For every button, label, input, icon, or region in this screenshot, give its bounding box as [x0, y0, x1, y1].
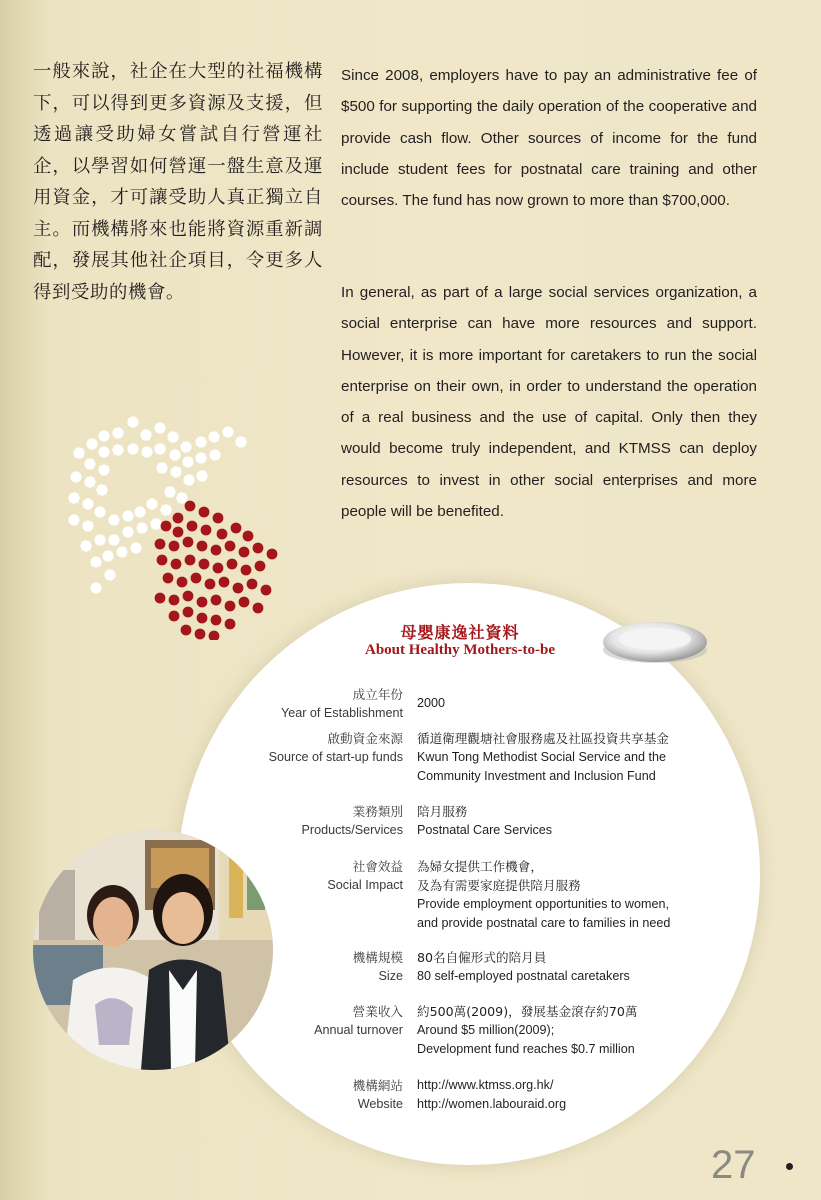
decorative-dot: [182, 456, 193, 467]
decorative-dot: [181, 625, 192, 636]
decorative-dot: [98, 464, 109, 475]
decorative-dot: [98, 446, 109, 457]
decorative-dot: [154, 443, 165, 454]
decorative-dot: [167, 431, 178, 442]
label-chinese: 機構網站: [352, 1078, 403, 1093]
decorative-dot: [253, 543, 264, 554]
value-line: 及為有需要家庭提供陪月服務: [417, 878, 581, 893]
info-value: [417, 729, 737, 786]
decorative-dot: [205, 579, 216, 590]
decorative-dot: [239, 597, 250, 608]
decorative-dot: [199, 507, 210, 518]
decorative-dot: [68, 492, 79, 503]
value-line: Postnatal Care Services: [417, 823, 553, 837]
decorative-dot: [112, 444, 123, 455]
page-number-dot: [786, 1163, 793, 1170]
value-line: Provide employment opportunities to women,: [417, 897, 670, 911]
decorative-dot: [191, 573, 202, 584]
value-line: Community Investment and Inclusion Fund: [417, 769, 656, 783]
decorative-dot: [247, 579, 258, 590]
decorative-dot: [161, 521, 172, 532]
decorative-dot: [98, 430, 109, 441]
label-english: Products/Services: [301, 823, 403, 837]
decorative-dot: [136, 522, 147, 533]
decorative-dot: [183, 591, 194, 602]
info-value: [417, 1002, 737, 1059]
decorative-dot: [94, 506, 105, 517]
decorative-dot: [177, 577, 188, 588]
label-chinese: 機構規模: [352, 950, 403, 965]
decorative-dot: [233, 583, 244, 594]
decorative-dot: [84, 476, 95, 487]
info-label: [220, 729, 403, 767]
decorative-dot: [209, 449, 220, 460]
decorative-dot: [227, 559, 238, 570]
decorative-dot: [140, 429, 151, 440]
decorative-dot: [208, 431, 219, 442]
decorative-dot: [197, 613, 208, 624]
decorative-dot: [225, 541, 236, 552]
label-chinese: 社會效益: [352, 859, 403, 874]
label-english: Source of start-up funds: [268, 750, 403, 764]
label-english: Size: [378, 969, 403, 983]
decorative-dot: [185, 501, 196, 512]
decorative-dot: [108, 514, 119, 525]
label-english: Annual turnover: [314, 1023, 403, 1037]
decorative-dot: [185, 555, 196, 566]
decorative-dot: [195, 452, 206, 463]
decorative-dot: [253, 603, 264, 614]
decorative-dot: [122, 510, 133, 521]
decorative-dot: [211, 595, 222, 606]
decorative-dot: [261, 585, 272, 596]
decorative-dot: [187, 521, 198, 532]
decorative-dot: [156, 462, 167, 473]
decorative-dot: [173, 513, 184, 524]
decorative-dot: [141, 446, 152, 457]
decorative-dot: [195, 436, 206, 447]
website-link[interactable]: http://women.labouraid.org: [417, 1097, 567, 1111]
website-link[interactable]: http://www.ktmss.org.hk/: [417, 1078, 554, 1092]
decorative-dot: [225, 619, 236, 630]
decorative-dot: [80, 540, 91, 551]
decorative-dot: [82, 498, 93, 509]
decorative-dot: [104, 569, 115, 580]
decorative-dot: [154, 422, 165, 433]
label-chinese: 業務類別: [352, 804, 403, 819]
info-value: [417, 802, 737, 840]
decorative-dot: [217, 529, 228, 540]
decorative-dot: [213, 563, 224, 574]
info-label: [220, 802, 403, 840]
decorative-dot: [122, 526, 133, 537]
decorative-dot: [219, 577, 230, 588]
decorative-dot: [211, 545, 222, 556]
value-line: Kwun Tong Methodist Social Service and the: [417, 750, 666, 764]
value-line: 循道衛理觀塘社會服務處及社區投資共享基金: [417, 731, 669, 746]
decorative-dot: [183, 607, 194, 618]
decorative-dot: [112, 427, 123, 438]
info-value: [417, 694, 737, 713]
value-line: 80 self-employed postnatal caretakers: [417, 969, 630, 983]
info-value: [417, 857, 737, 933]
decorative-dot: [169, 595, 180, 606]
photo-illustration: [33, 830, 273, 1070]
label-english: Year of Establishment: [280, 706, 403, 720]
decorative-dot: [173, 527, 184, 538]
decorative-dot: [222, 426, 233, 437]
value-line: 80名自僱形式的陪月員: [417, 950, 547, 965]
decorative-dot: [155, 539, 166, 550]
value-line: and provide postnatal care to families in need: [417, 916, 671, 930]
decorative-dot: [180, 441, 191, 452]
decorative-dot: [169, 449, 180, 460]
info-title-english: About Healthy Mothers-to-be: [365, 642, 555, 658]
decorative-dot: [94, 534, 105, 545]
decorative-dot: [73, 447, 84, 458]
decorative-dot: [235, 436, 246, 447]
page-number: 27: [711, 1143, 756, 1187]
decorative-dot: [197, 597, 208, 608]
info-value: [417, 948, 737, 986]
decorative-dot: [108, 534, 119, 545]
english-paragraph-1: Since 2008, employers have to pay an administrative fee of $500 for supporting the daily operation of the cooperative and provide cash flow. Other sources of income for the fund include student fees for postnatal care training and other courses. The fund has now grown to more than $700,000.: [341, 67, 757, 210]
decorative-dot: [169, 611, 180, 622]
decorative-dot-pattern: [0, 400, 300, 640]
decorative-dot: [82, 520, 93, 531]
label-english: Social Impact: [327, 878, 403, 892]
decorative-dot: [225, 601, 236, 612]
info-label: [220, 1076, 403, 1114]
decorative-dot: [267, 549, 278, 560]
decorative-dot: [163, 573, 174, 584]
value-line: 陪月服務: [417, 804, 468, 819]
decorative-dot: [183, 537, 194, 548]
label-english: Website: [357, 1097, 403, 1111]
chinese-paragraph: 一般來說，社企在大型的社福機構下，可以得到更多資源及支援，但透過讓受助婦女嘗試自行營運社企，以學習如何營運一盤生意及運用資金，才可讓受助人真正獨立自主。而機構將來也能將資源重新調配，發展其他社企項目，令更多人得到受助的機會。: [33, 61, 323, 303]
label-chinese: 成立年份: [352, 687, 403, 702]
decorative-dot: [241, 565, 252, 576]
english-paragraph-2: In general, as part of a large social services organization, a social enterprise can have more resources and support. However, it is more important for caretakers to run the social enterprise on their own, in order to understand the operation of a real business and the use of capital. Only then they would become truly independent, and KTMSS can deploy resources to invest in other social enterprises and more people will be benefited.: [341, 284, 757, 521]
decorative-dot: [130, 542, 141, 553]
decorative-dot: [255, 561, 266, 572]
decorative-dot: [68, 514, 79, 525]
info-title-chinese: 母嬰康逸社資料: [400, 623, 520, 642]
decorative-dot: [199, 559, 210, 570]
decorative-dot: [146, 498, 157, 509]
decorative-dot: [197, 541, 208, 552]
decorative-dot: [127, 443, 138, 454]
decorative-dot: [164, 486, 175, 497]
info-value: [417, 1076, 737, 1114]
decorative-dot: [213, 513, 224, 524]
decorative-dot: [243, 531, 254, 542]
decorative-dot: [171, 559, 182, 570]
info-label: [220, 685, 403, 723]
plate-illustration: [600, 614, 710, 668]
value-line: 為婦女提供工作機會，: [417, 859, 543, 874]
decorative-dot: [169, 541, 180, 552]
decorative-dot: [183, 474, 194, 485]
decorative-dot: [157, 555, 168, 566]
staff-photo: [33, 830, 273, 1070]
decorative-dot: [155, 593, 166, 604]
decorative-dot: [160, 504, 171, 515]
decorative-dot: [195, 629, 206, 640]
decorative-dot: [134, 506, 145, 517]
decorative-dot: [201, 525, 212, 536]
decorative-dot: [90, 582, 101, 593]
decorative-dot: [86, 438, 97, 449]
decorative-dot: [96, 484, 107, 495]
decorative-dot: [70, 471, 81, 482]
value-line: 2000: [417, 696, 446, 710]
value-line: Development fund reaches $0.7 million: [417, 1042, 635, 1056]
decorative-dot: [176, 492, 187, 503]
decorative-dot: [239, 547, 250, 558]
decorative-dot: [116, 546, 127, 557]
decorative-dot: [84, 458, 95, 469]
decorative-dot: [170, 466, 181, 477]
decorative-dot: [102, 550, 113, 561]
decorative-dot: [150, 518, 161, 529]
decorative-dot: [127, 416, 138, 427]
decorative-dot: [211, 615, 222, 626]
decorative-dot: [90, 556, 101, 567]
value-line: Around $5 million(2009);: [417, 1023, 555, 1037]
value-line: 約500萬(2009)，發展基金滾存約70萬: [417, 1004, 638, 1019]
decorative-dot: [209, 631, 220, 640]
label-chinese: 啟動資金來源: [327, 731, 403, 746]
label-chinese: 營業收入: [352, 1004, 403, 1019]
decorative-dot: [231, 523, 242, 534]
decorative-dot: [196, 470, 207, 481]
